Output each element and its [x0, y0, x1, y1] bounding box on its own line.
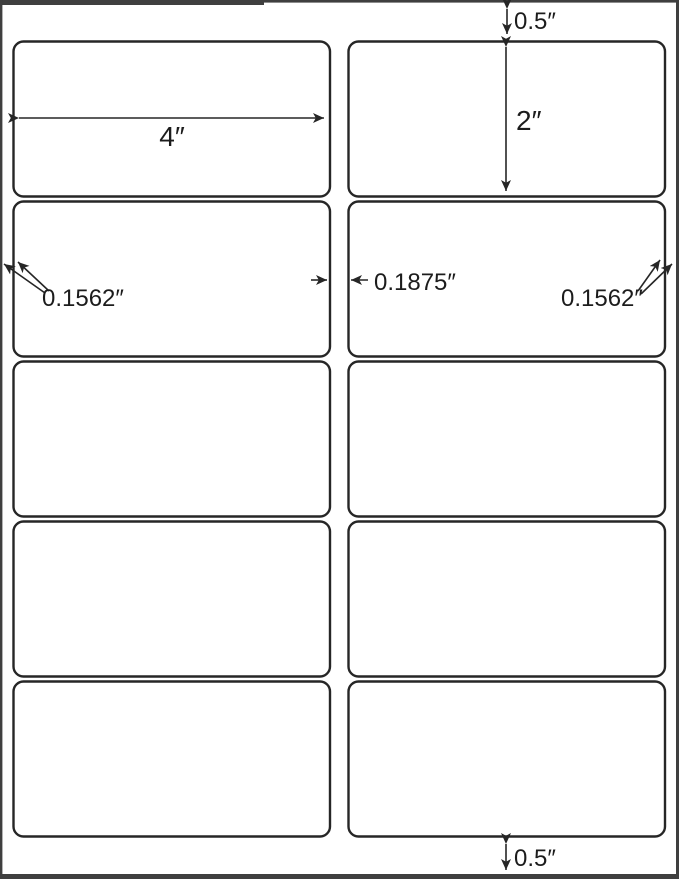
bottom-margin-value: 0.5″ [514, 845, 556, 872]
label-cell-r3c2 [349, 362, 666, 517]
right-margin-value: 0.1562″ [561, 285, 643, 312]
page-border-left [0, 0, 2, 879]
page-border-bottom [0, 874, 679, 879]
label-grid [14, 42, 666, 837]
column-gutter-value: 0.1875″ [374, 269, 456, 296]
top-margin-value: 0.5″ [514, 8, 556, 35]
label-height-value: 2″ [516, 105, 542, 136]
label-cell-r3c1 [14, 362, 331, 517]
label-cell-r2c1 [14, 202, 331, 357]
left-margin-value: 0.1562″ [42, 285, 124, 312]
label-cell-r1c1 [14, 42, 331, 197]
label-cell-r5c1 [14, 682, 331, 837]
label-cell-r5c2 [349, 682, 666, 837]
label-cell-r4c2 [349, 522, 666, 677]
page-border-top-thick-segment [0, 0, 264, 5]
label-cell-r4c1 [14, 522, 331, 677]
label-width-value: 4″ [159, 121, 185, 152]
